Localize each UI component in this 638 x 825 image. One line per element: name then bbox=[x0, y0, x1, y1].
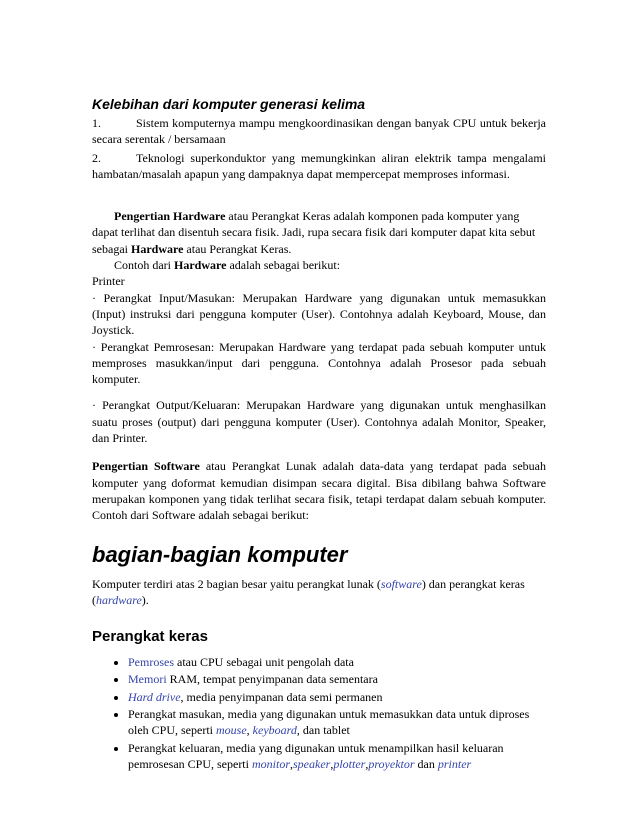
hard-drive-link[interactable]: Hard drive bbox=[128, 689, 181, 704]
input-device-bullet: · Perangkat Input/Masukan: Merupakan Hardware yang digunakan untuk memasukkan (Input) instruksi dari pengguna komputer (User). Contohnya adalah Keyboard, Mouse, dan Joystick. bbox=[92, 290, 546, 338]
software-link[interactable]: software bbox=[380, 576, 422, 591]
monitor-link[interactable]: monitor bbox=[251, 756, 290, 771]
list-item-text: Perangkat masukan, media yang digunakan untuk memasukkan data untuk diproses oleh CPU, seperti bbox=[128, 707, 530, 738]
item-2-text: Teknologi superkonduktor yang memungkinkan aliran elektrik tampa mengalami hambatan/masalah apapun yang dampaknya dapat mempercepat memproses informasi. bbox=[92, 150, 546, 181]
list-item-pemroses bbox=[128, 654, 546, 670]
speaker-link[interactable]: speaker bbox=[293, 756, 331, 771]
separator: , bbox=[290, 756, 293, 771]
list-item-mid: dan bbox=[414, 756, 438, 771]
item-2 bbox=[92, 150, 546, 183]
item-number: 2. bbox=[92, 150, 101, 165]
separator: , bbox=[246, 723, 253, 738]
document-page bbox=[92, 95, 546, 773]
bagian-text-c: ). bbox=[141, 592, 149, 607]
list-item-text: RAM, tempat penyimpanan data sementara bbox=[166, 672, 378, 687]
bagian-paragraph bbox=[92, 576, 546, 609]
software-def-text: atau Perangkat Lunak adalah data-data yang terdapat pada sebuah komputer yang doformat kemudian disimpan secara digital. Bisa dibilang bahwa Software merupakan komponen yang tidak terlihat secara fisik, tetapi terdapat dalam sebuah komputer. Contoh dari Software adalah sebagai berikut: bbox=[92, 459, 546, 523]
bagian-text-a: Komputer terdiri atas 2 bagian besar yaitu perangkat lunak ( bbox=[92, 576, 381, 591]
software-term: Pengertian Software bbox=[92, 459, 200, 474]
bagian-text-b: ) dan perangkat keras ( bbox=[92, 576, 525, 607]
hardware-term-2: Hardware bbox=[130, 241, 184, 256]
software-definition bbox=[92, 458, 546, 523]
separator: , bbox=[330, 756, 334, 771]
printer-line: Printer bbox=[92, 274, 125, 289]
list-item-hard-drive bbox=[128, 689, 546, 705]
hardware-list bbox=[92, 654, 546, 772]
list-item-text: Perangkat keluaran, media yang digunakan untuk menampilkan hasil keluaran pemrosesan CPU, seperti bbox=[128, 740, 504, 771]
plotter-link[interactable]: plotter bbox=[333, 756, 366, 771]
list-item-end: , dan tablet bbox=[296, 723, 350, 738]
example-intro-b: adalah sebagai berikut: bbox=[226, 258, 341, 273]
printer-link[interactable]: printer bbox=[437, 756, 472, 771]
item-number: 1. bbox=[92, 116, 101, 130]
separator: , bbox=[365, 756, 369, 771]
example-intro-a: Contoh dari bbox=[114, 258, 174, 273]
hardware-def-end: atau Perangkat Keras. bbox=[183, 241, 292, 256]
list-item-text: atau CPU sebagai unit pengolah data bbox=[174, 655, 354, 670]
item-1-continued bbox=[92, 115, 546, 148]
proyektor-link[interactable]: proyektor bbox=[368, 756, 415, 771]
output-device-bullet: · Perangkat Output/Keluaran: Merupakan Hardware yang digunakan untuk menghasilkan suatu proses (output) dari pengguna komputer (User). Contohnya adalah Monitor, Speaker, dan Printer. bbox=[92, 398, 546, 446]
section-title-kelebihan: Kelebihan dari komputer generasi kelima bbox=[92, 96, 366, 112]
memori-link[interactable]: Memori bbox=[128, 672, 167, 687]
mouse-link[interactable]: mouse bbox=[216, 723, 247, 738]
example-intro-term: Hardware bbox=[174, 258, 227, 273]
hardware-example-intro bbox=[92, 257, 546, 273]
hardware-link[interactable]: hardware bbox=[96, 592, 142, 607]
keyboard-link[interactable]: keyboard bbox=[252, 723, 297, 738]
processing-device-bullet: · Perangkat Pemrosesan: Merupakan Hardware yang terdapat pada sebuah komputer untuk memproses masukkan/input dari pengguna. Contohnya adalah Prosesor pada sebuah komputer. bbox=[92, 339, 546, 387]
hardware-definition bbox=[92, 208, 546, 257]
list-item-text: , media penyimpanan data semi permanen bbox=[180, 689, 383, 704]
item-1-text: Sistem komputernya mampu mengkoordinasikan dengan banyak CPU untuk bekerja secara serentak / bersamaan bbox=[92, 116, 546, 147]
list-item-masukan bbox=[128, 706, 546, 739]
pemroses-link[interactable]: Pemroses bbox=[128, 655, 174, 670]
hardware-def-text: atau Perangkat Keras adalah komponen pada komputer yang dapat terlihat dan disentuh secara fisik. Jadi, rupa secara fisik dari komputer dapat kita sebut sebagai bbox=[92, 209, 536, 256]
list-item-memori bbox=[128, 671, 546, 687]
perangkat-keras-title: Perangkat keras bbox=[92, 628, 208, 646]
list-item-keluaran bbox=[128, 740, 546, 773]
bagian-title: bagian-bagian komputer bbox=[92, 541, 348, 567]
hardware-term: Pengertian Hardware bbox=[114, 209, 226, 224]
